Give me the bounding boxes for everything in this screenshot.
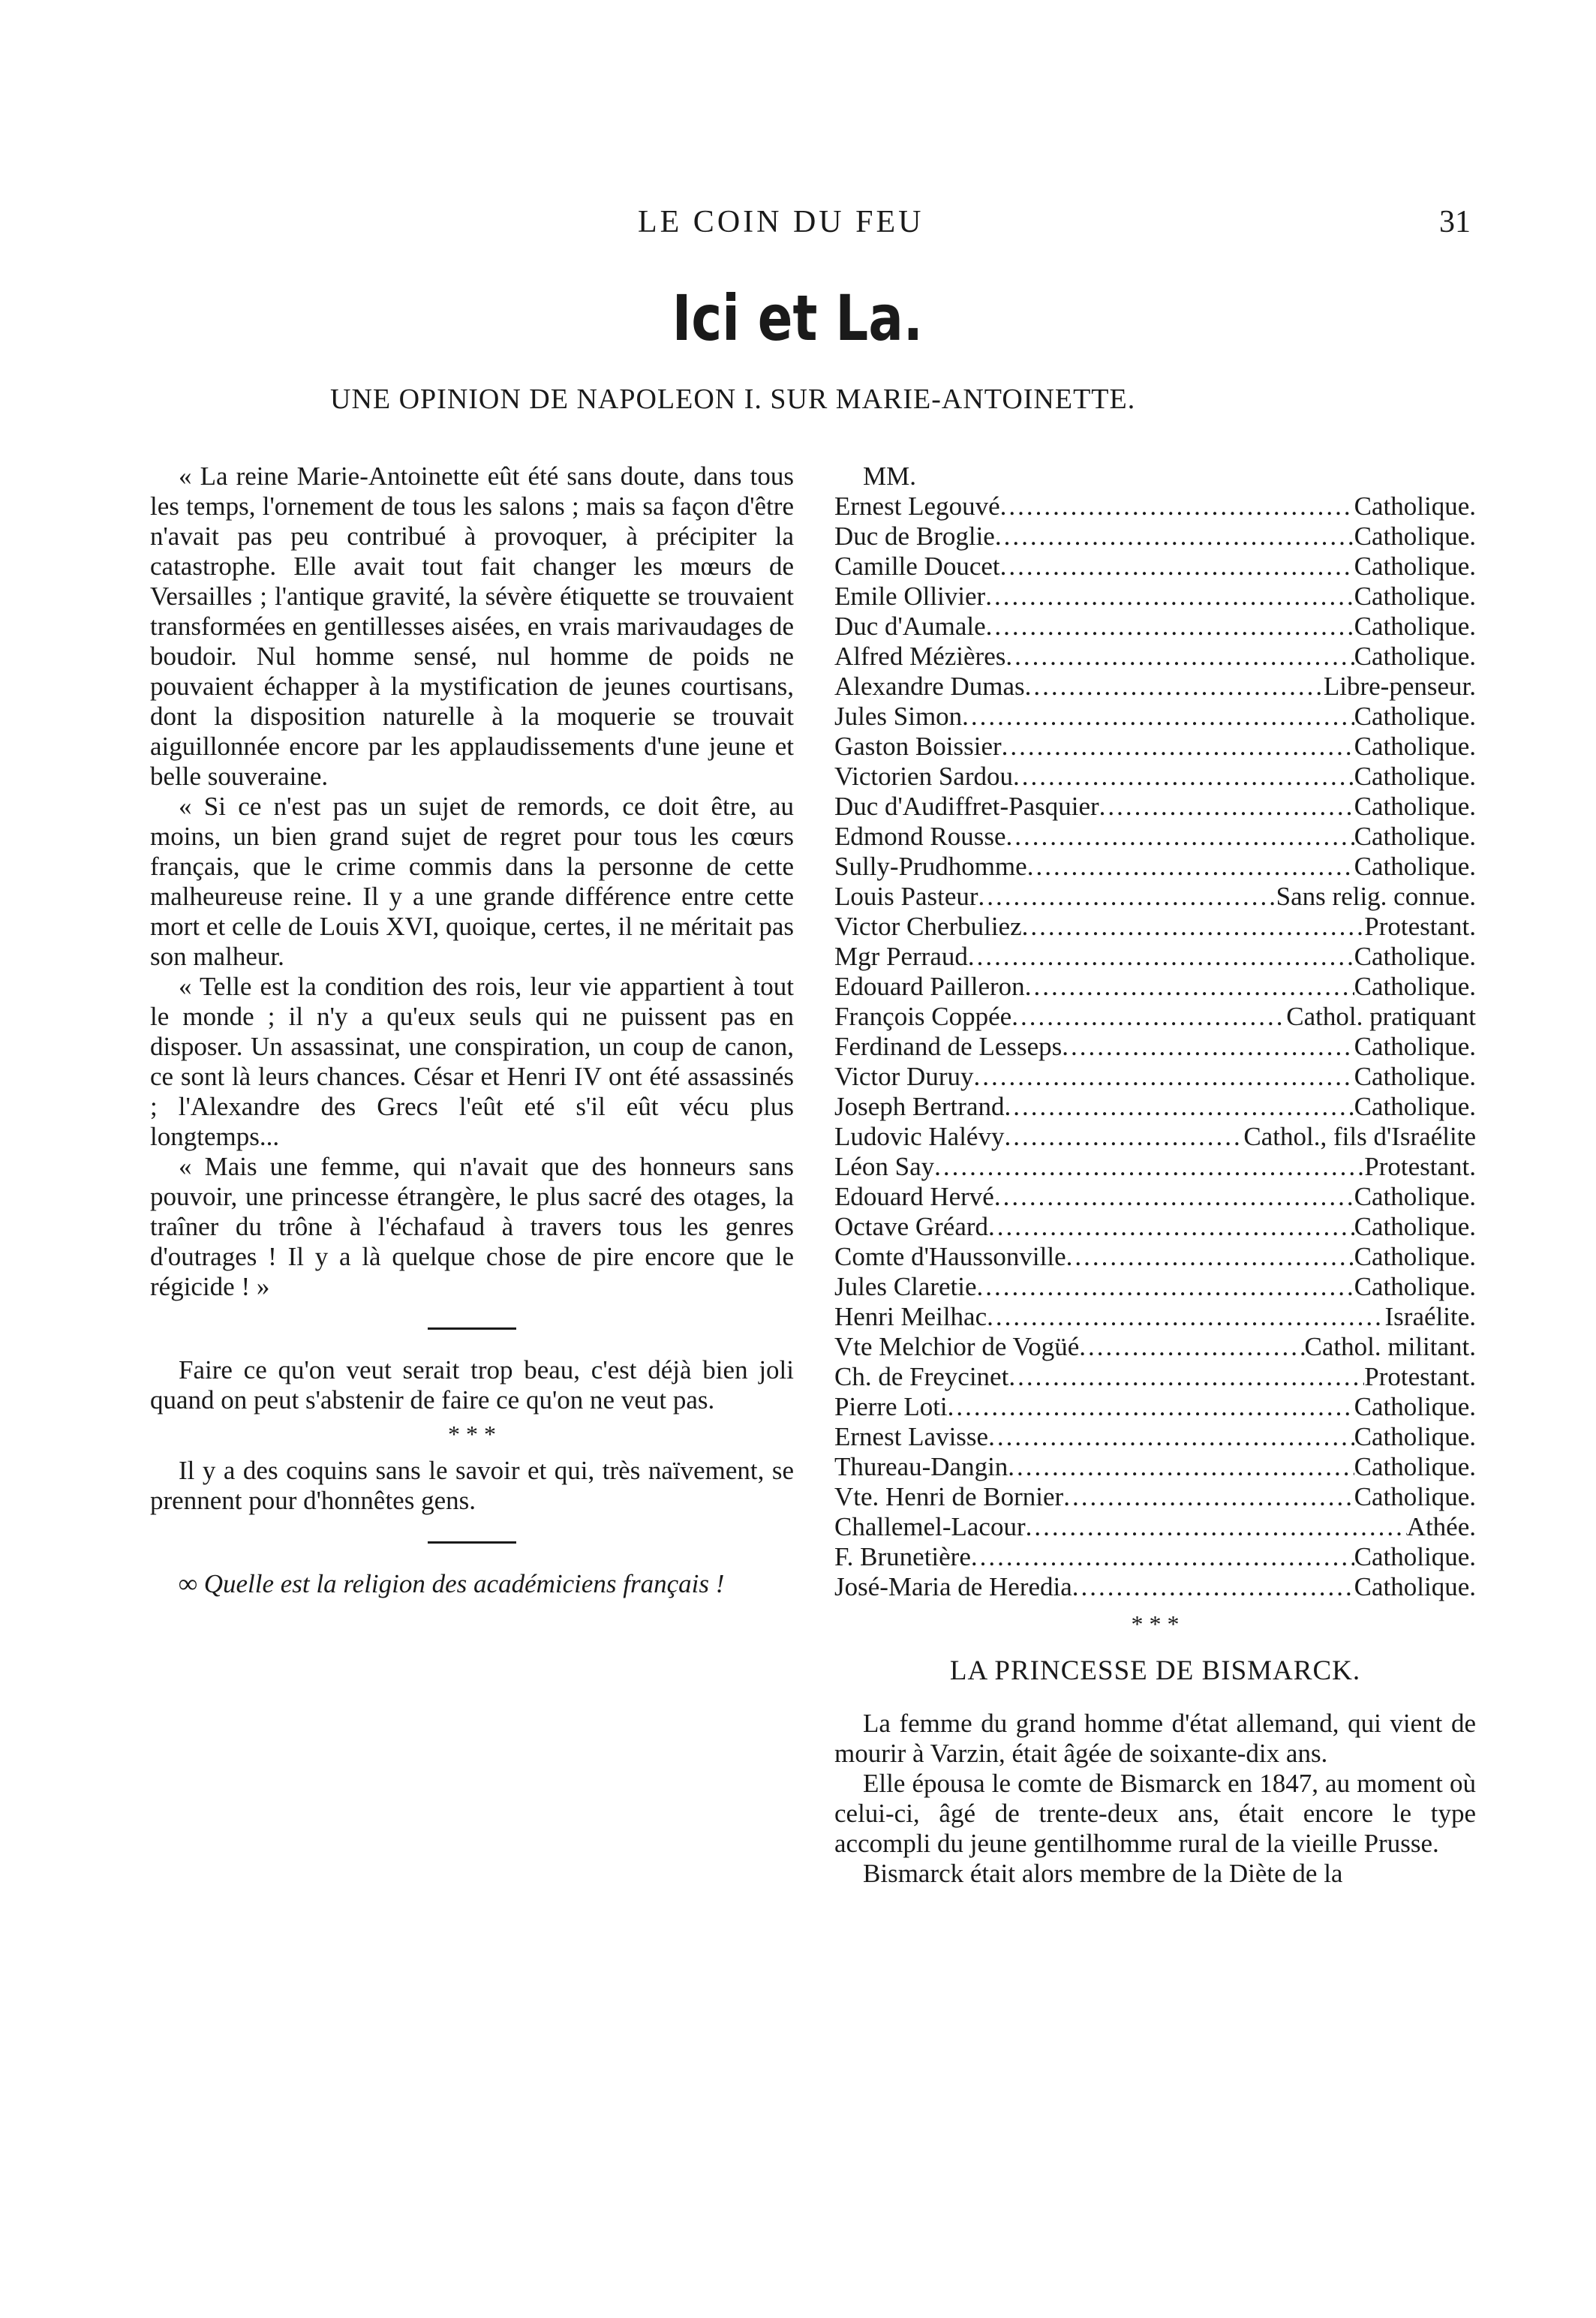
academician-name: Vte Melchior de Vogüé (834, 1332, 1080, 1361)
section-subtitle: UNE OPINION DE NAPOLEON I. SUR MARIE-ANTOINETTE. (330, 383, 1136, 415)
running-head (0, 204, 1596, 249)
leader-dots (1011, 1002, 1286, 1032)
quote-paragraph: « Si ce n'est pas un sujet de remords, ce doit être, au moins, un bien grand sujet de regret pour tous les cœurs français, que le crime commis dans la personne de cette malheureuse reine. Il y a une grande différence entre cette mort et celle de Louis XVI, quoique, certes, il ne méritait pas son malheur. (150, 792, 794, 971)
leader-dots (1079, 1332, 1304, 1362)
left-column (150, 461, 794, 1599)
running-title: LE COIN DU FEU (638, 205, 924, 239)
leader-dots (995, 522, 1354, 552)
right-column (834, 461, 1476, 1889)
academician-row (834, 672, 1476, 702)
academician-religion: Protestant. (1364, 1152, 1476, 1181)
academician-row (834, 1332, 1476, 1362)
academician-religion: Sans relig. connue. (1276, 882, 1476, 911)
academician-religion: Catholique. (1354, 1542, 1476, 1571)
academician-name: Henri Meilhac (834, 1302, 987, 1331)
academician-name: Octave Gréard (834, 1212, 989, 1241)
academician-name: Victorien Sardou (834, 762, 1013, 791)
academician-religion: Catholique. (1354, 792, 1476, 821)
page-number: 31 (1439, 205, 1471, 239)
academician-row (834, 1362, 1476, 1392)
leader-dots (962, 702, 1354, 732)
article-paragraph: La femme du grand homme d'état allemand, qui vient de mourir à Varzin, était âgée de soixante-dix ans. (834, 1709, 1476, 1768)
roster-heading: MM. (863, 461, 916, 491)
academician-religion: Catholique. (1354, 1422, 1476, 1451)
divider-rule (428, 1541, 516, 1544)
academician-religion: Catholique. (1354, 732, 1476, 761)
academician-religion: Catholique. (1354, 1182, 1476, 1211)
academician-row (834, 1302, 1476, 1332)
academician-row (834, 822, 1476, 852)
academician-religion: Israélite. (1384, 1302, 1476, 1331)
academician-name: Edmond Rousse (834, 822, 1006, 851)
leader-dots (1002, 732, 1354, 762)
academician-religion: Catholique. (1354, 702, 1476, 731)
leader-dots (1066, 1242, 1354, 1272)
academician-row (834, 1032, 1476, 1062)
leader-dots (978, 882, 1276, 912)
academician-name: Duc d'Audiffret-Pasquier (834, 792, 1099, 821)
academician-row (834, 1512, 1476, 1542)
academician-row (834, 1452, 1476, 1482)
academician-religion: Athée. (1406, 1512, 1476, 1541)
academician-name: Ludovic Halévy (834, 1122, 1005, 1151)
academician-list (834, 492, 1476, 1602)
academician-name: Edouard Pailleron (834, 972, 1025, 1001)
academician-row (834, 1122, 1476, 1152)
academician-religion: Catholique. (1354, 1572, 1476, 1601)
academician-name: Camille Doucet (834, 552, 1000, 581)
leader-dots (1026, 1512, 1407, 1542)
academician-religion: Catholique. (1354, 852, 1476, 881)
article-paragraph: Elle épousa le comte de Bismarck en 1847, au moment où celui-ci, âgé de trente-deux ans, était encore le type accompli du jeune gentilhomme rural de la vieille Prusse. (834, 1769, 1476, 1858)
academician-row (834, 1542, 1476, 1572)
leader-dots (1072, 1572, 1354, 1602)
academician-name: Vte. Henri de Bornier (834, 1482, 1064, 1511)
academician-name: Emile Ollivier (834, 582, 986, 611)
academician-religion: Cathol. pratiquant (1286, 1002, 1476, 1031)
academician-name: Jules Claretie (834, 1272, 977, 1301)
leader-dots (988, 1422, 1354, 1452)
academician-religion: Cathol. militant. (1304, 1332, 1476, 1361)
academician-religion: Protestant. (1364, 1362, 1476, 1391)
academician-row (834, 762, 1476, 792)
academician-row (834, 1152, 1476, 1182)
academician-name: Ferdinand de Lesseps (834, 1032, 1062, 1061)
academician-row (834, 1182, 1476, 1212)
academician-name: Challemel-Lacour (834, 1512, 1026, 1541)
academician-row (834, 1572, 1476, 1602)
academician-religion: Catholique. (1354, 1092, 1476, 1121)
academician-religion: Catholique. (1354, 942, 1476, 971)
leader-dots (968, 942, 1354, 972)
academician-name: Jules Simon (834, 702, 963, 731)
academician-row (834, 852, 1476, 882)
academician-religion: Catholique. (1354, 582, 1476, 611)
academician-name: François Coppée (834, 1002, 1012, 1031)
academician-religion: Catholique. (1354, 642, 1476, 671)
academician-religion: Catholique. (1354, 762, 1476, 791)
academician-row (834, 1422, 1476, 1452)
academician-religion: Catholique. (1354, 972, 1476, 1001)
leader-dots (1005, 822, 1354, 852)
leader-dots (934, 1152, 1364, 1182)
academician-name: Victor Cherbuliez (834, 912, 1022, 941)
academician-religion: Catholique. (1354, 552, 1476, 581)
academician-name: Edouard Hervé (834, 1182, 994, 1211)
academician-row (834, 1212, 1476, 1242)
asterism: * * * (1131, 1610, 1180, 1637)
academician-religion: Catholique. (1354, 612, 1476, 641)
academician-row (834, 732, 1476, 762)
academician-name: Sully-Prudhomme (834, 852, 1027, 881)
leader-dots (948, 1392, 1354, 1422)
academician-religion: Catholique. (1354, 1062, 1476, 1091)
leader-dots (1000, 552, 1354, 582)
academician-religion: Catholique. (1354, 1032, 1476, 1061)
academician-religion: Catholique. (1354, 522, 1476, 551)
academician-name: José-Maria de Heredia (834, 1572, 1072, 1601)
academician-religion: Catholique. (1354, 822, 1476, 851)
question-paragraph: ∞ Quelle est la religion des académiciens français ! (179, 1569, 725, 1598)
leader-dots (1004, 1122, 1243, 1152)
academician-row (834, 912, 1476, 942)
academician-religion: Catholique. (1354, 1212, 1476, 1241)
leader-dots (1025, 972, 1354, 1002)
academician-row (834, 1392, 1476, 1422)
quote-paragraph: « Mais une femme, qui n'avait que des honneurs sans pouvoir, une princesse étrangère, le plus sacré des otages, la traîner du trône à l'échafaud à travers tous les genres d'outrages ! Il y a là quelque chose de pire encore que le régicide ! » (150, 1152, 794, 1301)
academician-name: Ernest Lavisse (834, 1422, 989, 1451)
academician-row (834, 642, 1476, 672)
academician-religion: Catholique. (1354, 1242, 1476, 1271)
leader-dots (1008, 1452, 1354, 1482)
leader-dots (1013, 762, 1354, 792)
leader-dots (977, 1272, 1354, 1302)
page-title: Ici et La. (672, 281, 923, 355)
leader-dots (986, 612, 1354, 642)
academician-name: Comte d'Haussonville (834, 1242, 1066, 1271)
section-title: LA PRINCESSE DE BISMARCK. (949, 1655, 1361, 1686)
academician-row (834, 1272, 1476, 1302)
maxim-paragraph: Il y a des coquins sans le savoir et qui, très naïvement, se prennent pour d'honnêtes gens. (150, 1456, 794, 1515)
leader-dots (1000, 492, 1354, 522)
divider-rule (428, 1327, 516, 1330)
academician-row (834, 522, 1476, 552)
academician-row (834, 1242, 1476, 1272)
academician-row (834, 552, 1476, 582)
leader-dots (974, 1062, 1354, 1092)
academician-name: Louis Pasteur (834, 882, 978, 911)
leader-dots (1099, 792, 1354, 822)
academician-name: Alfred Mézières (834, 642, 1006, 671)
academician-religion: Catholique. (1354, 1452, 1476, 1481)
leader-dots (1063, 1482, 1354, 1512)
academician-religion: Cathol., fils d'Israélite (1243, 1122, 1476, 1151)
academician-row (834, 942, 1476, 972)
leader-dots (987, 1302, 1384, 1332)
leader-dots (988, 1212, 1354, 1242)
academician-religion: Catholique. (1354, 492, 1476, 521)
maxim-paragraph: Faire ce qu'on veut serait trop beau, c'est déjà bien joli quand on peut s'abstenir de faire ce qu'on ne veut pas. (150, 1355, 794, 1415)
academician-religion: Libre-penseur. (1323, 672, 1476, 701)
academician-row (834, 1062, 1476, 1092)
academician-name: Duc d'Aumale (834, 612, 986, 641)
academician-row (834, 1482, 1476, 1512)
academician-religion: Catholique. (1354, 1482, 1476, 1511)
academician-row (834, 882, 1476, 912)
academician-name: Gaston Boissier (834, 732, 1002, 761)
academician-row (834, 492, 1476, 522)
quote-paragraph: « La reine Marie-Antoinette eût été sans doute, dans tous les temps, l'ornement de tous les salons ; mais sa façon d'être n'avait pas peu contribué à provoquer, à précipiter la catastrophe. Elle avait tout fait changer les mœurs de Versailles ; l'antique gravité, la sévère étiquette se trouvaient transformées en gentillesses aisées, en vrais marivaudages de boudoir. Nul homme sensé, nul homme de poids ne pouvaient échapper à la mystification de jeunes courtisans, dont la disposition naturelle à la moquerie se trouvait aiguillonnée encore par les applaudissements d'une jeune et belle souveraine. (150, 461, 794, 791)
leader-dots (1022, 912, 1365, 942)
academician-name: Joseph Bertrand (834, 1092, 1005, 1121)
academician-name: Ernest Legouvé (834, 492, 1000, 521)
article-paragraph: Bismarck était alors membre de la Diète de la (863, 1859, 1343, 1888)
academician-row (834, 1002, 1476, 1032)
academician-religion: Catholique. (1354, 1272, 1476, 1301)
academician-row (834, 612, 1476, 642)
leader-dots (971, 1542, 1354, 1572)
academician-name: Duc de Broglie (834, 522, 995, 551)
academician-religion: Protestant. (1364, 912, 1476, 941)
academician-name: Ch. de Freycinet (834, 1362, 1009, 1391)
leader-dots (994, 1182, 1354, 1212)
academician-name: Alexandre Dumas (834, 672, 1025, 701)
academician-row (834, 582, 1476, 612)
leader-dots (1062, 1032, 1354, 1062)
academician-religion: Catholique. (1354, 1392, 1476, 1421)
quote-paragraph: « Telle est la condition des rois, leur vie appartient à tout le monde ; il n'y a qu'eux seuls qui ne puissent pas en disposer. Un assassinat, une conspiration, un coup de canon, ce sont là leurs chances. César et Henri IV ont été assassinés ; l'Alexandre des Grecs l'eût eté s'il eût vécu plus longtemps... (150, 972, 794, 1151)
academician-name: Léon Say (834, 1152, 935, 1181)
academician-name: Victor Duruy (834, 1062, 974, 1091)
academician-row (834, 1092, 1476, 1122)
academician-name: Mgr Perraud (834, 942, 968, 971)
leader-dots (1025, 672, 1324, 702)
leader-dots (1027, 852, 1354, 882)
academician-name: F. Brunetière (834, 1542, 971, 1571)
asterism: * * * (448, 1421, 496, 1448)
leader-dots (1004, 1092, 1354, 1122)
academician-name: Thureau-Dangin (834, 1452, 1008, 1481)
leader-dots (1008, 1362, 1364, 1392)
academician-row (834, 792, 1476, 822)
leader-dots (1005, 642, 1354, 672)
academician-name: Pierre Loti (834, 1392, 948, 1421)
leader-dots (985, 582, 1354, 612)
academician-row (834, 702, 1476, 732)
academician-row (834, 972, 1476, 1002)
